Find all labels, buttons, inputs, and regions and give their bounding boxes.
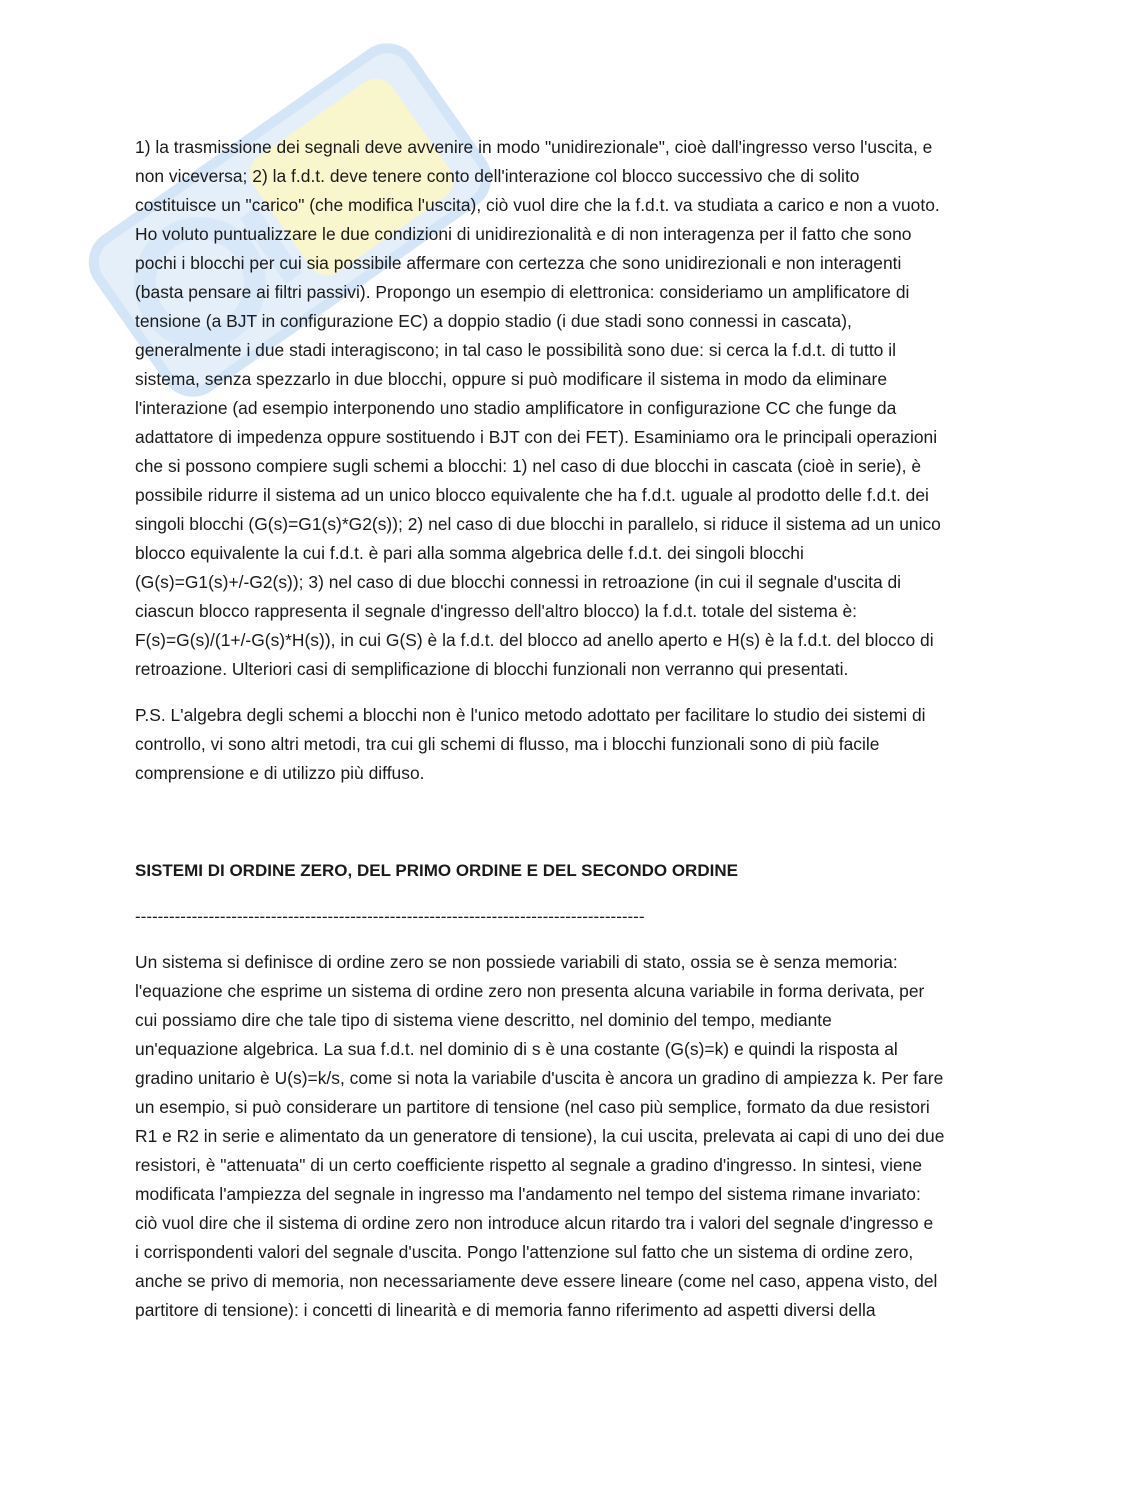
text-line: gradino unitario è U(s)=k/s, come si nota la variabile d'uscita è ancora un gradino di ampiezza k. Per fare <box>135 1068 944 1088</box>
text-line: controllo, vi sono altri metodi, tra cui gli schemi di flusso, ma i blocchi funzionali sono di più facile <box>135 734 880 754</box>
text-line: retroazione. Ulteriori casi di semplificazione di blocchi funzionali non verranno qui presentati. <box>135 659 849 679</box>
text-line: resistori, è "attenuata" di un certo coefficiente rispetto al segnale a gradino d'ingresso. In sintesi, viene <box>135 1155 923 1175</box>
paragraph-block-diagrams <box>135 133 1015 684</box>
separator-line: ------------------------------------------------------------------------------------------ <box>135 907 645 926</box>
text-line: 1) la trasmissione dei segnali deve avvenire in modo "unidirezionale", cioè dall'ingresso verso l'uscita, e <box>135 137 933 157</box>
text-line: P.S. L'algebra degli schemi a blocchi non è l'unico metodo adottato per facilitare lo studio dei sistemi di <box>135 705 926 725</box>
text-line: F(s)=G(s)/(1+/-G(s)*H(s)), in cui G(S) è la f.d.t. del blocco ad anello aperto e H(s) è la f.d.t. del blocco di <box>135 630 934 650</box>
paragraph-ps-note <box>135 701 1015 788</box>
text-line: possibile ridurre il sistema ad un unico blocco equivalente che ha f.d.t. uguale al prodotto delle f.d.t. dei <box>135 485 929 505</box>
text-line: ciò vuol dire che il sistema di ordine zero non introduce alcun ritardo tra i valori del segnale d'ingresso e <box>135 1213 934 1233</box>
paragraph-order-zero-systems <box>135 948 1015 1325</box>
text-line: anche se privo di memoria, non necessariamente deve essere lineare (come nel caso, appena visto, del <box>135 1271 938 1291</box>
text-line: Un sistema si definisce di ordine zero se non possiede variabili di stato, ossia se è senza memoria: <box>135 952 898 972</box>
text-line: l'equazione che esprime un sistema di ordine zero non presenta alcuna variabile in forma derivata, per <box>135 981 925 1001</box>
text-line: partitore di tensione): i concetti di linearità e di memoria fanno riferimento ad aspetti diversi della <box>135 1300 876 1320</box>
text-line: ciascun blocco rappresenta il segnale d'ingresso dell'altro blocco) la f.d.t. totale del sistema è: <box>135 601 858 621</box>
text-line: i corrispondenti valori del segnale d'uscita. Pongo l'attenzione sul fatto che un sistema di ordine zero, <box>135 1242 914 1262</box>
text-line: (G(s)=G1(s)+/-G2(s)); 3) nel caso di due blocchi connessi in retroazione (in cui il segnale d'uscita di <box>135 572 902 592</box>
text-line: adattatore di impedenza oppure sostituendo i BJT con dei FET). Esaminiamo ora le principali operazioni <box>135 427 938 447</box>
text-line: non viceversa; 2) la f.d.t. deve tenere conto dell'interazione col blocco successivo che di solito <box>135 166 860 186</box>
text-line: comprensione e di utilizzo più diffuso. <box>135 763 425 783</box>
text-line: un'equazione algebrica. La sua f.d.t. nel dominio di s è una costante (G(s)=k) e quindi la risposta al <box>135 1039 898 1059</box>
section-heading: SISTEMI DI ORDINE ZERO, DEL PRIMO ORDINE E DEL SECONDO ORDINE <box>135 861 738 880</box>
text-line: un esempio, si può considerare un partitore di tensione (nel caso più semplice, formato da due resistori <box>135 1097 930 1117</box>
text-line: blocco equivalente la cui f.d.t. è pari alla somma algebrica delle f.d.t. dei singoli blocchi <box>135 543 804 563</box>
text-line: (basta pensare ai filtri passivi). Propongo un esempio di elettronica: consideriamo un amplificatore di <box>135 282 910 302</box>
text-line: modificata l'ampiezza del segnale in ingresso ma l'andamento nel tempo del sistema rimane invariato: <box>135 1184 921 1204</box>
text-line: generalmente i due stadi interagiscono; in tal caso le possibilità sono due: si cerca la f.d.t. di tutto il <box>135 340 896 360</box>
text-line: tensione (a BJT in configurazione EC) a doppio stadio (i due stadi sono connessi in cascata), <box>135 311 852 331</box>
text-line: che si possono compiere sugli schemi a blocchi: 1) nel caso di due blocchi in cascata (cioè in serie), è <box>135 456 922 476</box>
text-line: pochi i blocchi per cui sia possibile affermare con certezza che sono unidirezionali e non interagenti <box>135 253 902 273</box>
text-line: sistema, senza spezzarlo in due blocchi, oppure si può modificare il sistema in modo da eliminare <box>135 369 888 389</box>
text-line: l'interazione (ad esempio interponendo uno stadio amplificatore in configurazione CC che funge da <box>135 398 897 418</box>
text-line: Ho voluto puntualizzare le due condizioni di unidirezionalità e di non interagenza per il fatto che sono <box>135 224 912 244</box>
text-line: costituisce un "carico" (che modifica l'uscita), ciò vuol dire che la f.d.t. va studiata a carico e non a vuoto. <box>135 195 940 215</box>
text-line: R1 e R2 in serie e alimentato da un generatore di tensione), la cui uscita, prelevata ai capi di uno dei due <box>135 1126 945 1146</box>
document-body <box>135 133 1015 1325</box>
text-line: singoli blocchi (G(s)=G1(s)*G2(s)); 2) nel caso di due blocchi in parallelo, si riduce il sistema ad un unico <box>135 514 941 534</box>
text-line: cui possiamo dire che tale tipo di sistema viene descritto, nel dominio del tempo, mediante <box>135 1010 832 1030</box>
